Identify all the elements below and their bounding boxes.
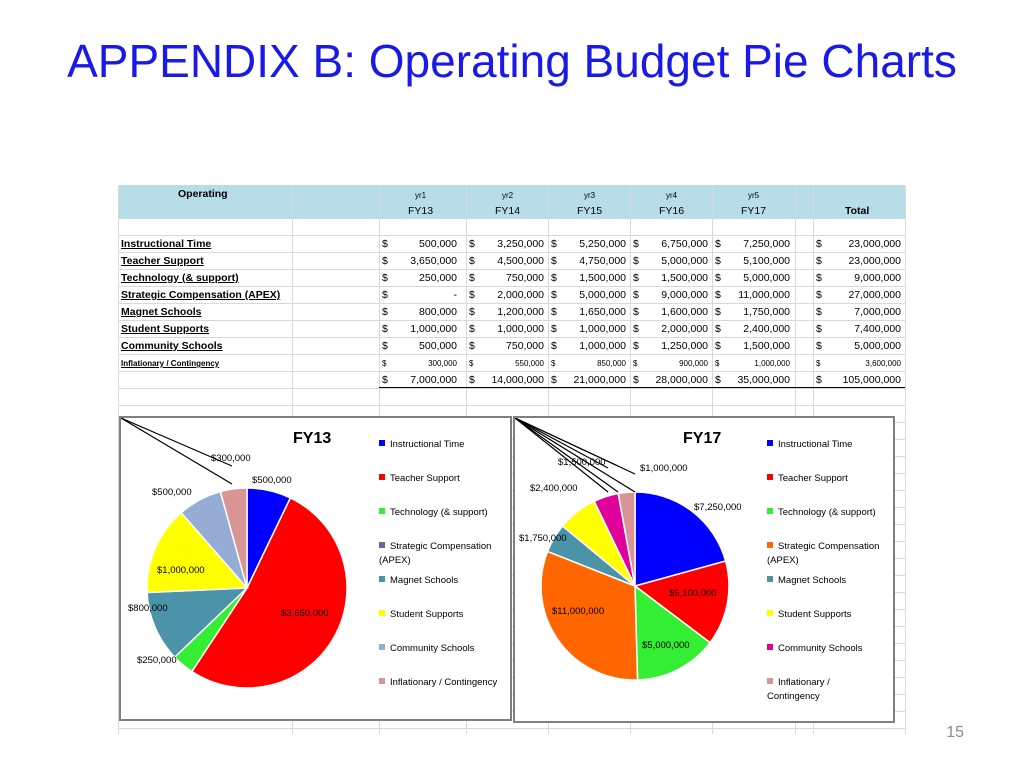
amount-cell: 1,000,000 (497, 323, 544, 335)
legend-label: Inflationary / Contingency (390, 677, 498, 688)
currency-symbol: $ (382, 306, 388, 318)
amount-cell: 4,750,000 (579, 255, 626, 267)
currency-symbol: $ (551, 359, 556, 368)
legend-label: Technology (& support) (778, 507, 876, 518)
year-label: yr1 (415, 191, 427, 200)
amount-cell: 6,750,000 (661, 238, 708, 250)
fiscal-year-header: FY15 (577, 205, 603, 217)
legend-item (379, 506, 499, 520)
row-label: Instructional Time (121, 238, 212, 250)
legend-swatch (379, 678, 385, 684)
slice-data-label: $5,000,000 (642, 640, 690, 651)
amount-cell: 7,250,000 (743, 238, 790, 250)
slice-data-label: $250,000 (137, 655, 177, 666)
currency-symbol: $ (551, 255, 557, 267)
amount-cell: 2,000,000 (661, 323, 708, 335)
currency-symbol: $ (382, 374, 388, 386)
legend-label: Student Supports (390, 609, 464, 620)
currency-symbol: $ (633, 306, 639, 318)
slice-data-label: $1,750,000 (519, 533, 567, 544)
amount-cell: 500,000 (419, 340, 457, 352)
amount-cell: 1,250,000 (661, 340, 708, 352)
currency-symbol: $ (633, 238, 639, 250)
amount-cell: 5,000,000 (579, 289, 626, 301)
currency-symbol: $ (382, 323, 388, 335)
amount-cell: 7,400,000 (854, 323, 901, 335)
legend-label: Instructional Time (778, 439, 853, 450)
amount-cell: 23,000,000 (848, 238, 901, 250)
slide-title: APPENDIX B: Operating Budget Pie Charts (67, 35, 957, 87)
legend-item (379, 642, 499, 656)
slice-data-label: $7,250,000 (694, 502, 742, 513)
amount-cell: 900,000 (679, 359, 708, 368)
row-label: Teacher Support (121, 255, 204, 267)
year-label: yr2 (502, 191, 514, 200)
currency-symbol: $ (633, 374, 639, 386)
fy17-chart-title: FY17 (683, 430, 722, 447)
amount-cell: 5,000,000 (661, 255, 708, 267)
amount-cell: 4,500,000 (497, 255, 544, 267)
currency-symbol: $ (551, 289, 557, 301)
currency-symbol: $ (633, 359, 638, 368)
currency-symbol: $ (382, 238, 388, 250)
legend-swatch (767, 610, 773, 616)
amount-cell: 105,000,000 (842, 374, 901, 386)
leader-line (515, 418, 618, 492)
legend-label: Inflationary / Contingency (767, 677, 830, 702)
legend-item (767, 608, 885, 622)
amount-cell: 9,000,000 (661, 289, 708, 301)
legend-swatch (379, 644, 385, 650)
row-label: Community Schools (121, 340, 223, 352)
legend-item (767, 472, 885, 486)
amount-cell: 28,000,000 (655, 374, 708, 386)
slice-data-label: $2,400,000 (530, 483, 578, 494)
amount-cell: 850,000 (597, 359, 626, 368)
amount-cell: 1,650,000 (579, 306, 626, 318)
currency-symbol: $ (469, 340, 475, 352)
year-label: yr4 (666, 191, 678, 200)
amount-cell: 9,000,000 (854, 272, 901, 284)
row-label: Strategic Compensation (APEX) (121, 289, 281, 301)
amount-cell: 5,000,000 (854, 340, 901, 352)
amount-cell: 27,000,000 (848, 289, 901, 301)
amount-cell: 1,750,000 (743, 306, 790, 318)
amount-cell: 2,000,000 (497, 289, 544, 301)
slice-data-label: $800,000 (128, 603, 168, 614)
currency-symbol: $ (715, 255, 721, 267)
legend-item (379, 676, 499, 690)
legend-swatch (379, 576, 385, 582)
legend-item (379, 574, 499, 588)
amount-cell: 500,000 (419, 238, 457, 250)
fiscal-year-header: FY13 (408, 205, 434, 217)
legend-item (379, 472, 499, 486)
currency-symbol: $ (715, 272, 721, 284)
row-label: Inflationary / Contingency (121, 359, 220, 368)
currency-symbol: $ (816, 374, 822, 386)
amount-cell: 1,000,000 (410, 323, 457, 335)
legend-item (379, 438, 499, 452)
legend-label: Student Supports (778, 609, 852, 620)
currency-symbol: $ (715, 374, 721, 386)
slice-data-label: $3,650,000 (281, 608, 329, 619)
currency-symbol: $ (551, 306, 557, 318)
legend-label: Magnet Schools (778, 575, 847, 586)
currency-symbol: $ (715, 359, 720, 368)
slice-data-label: $1,000,000 (157, 565, 205, 576)
amount-cell: 1,200,000 (497, 306, 544, 318)
legend-label: Community Schools (778, 643, 863, 654)
legend-item (767, 438, 885, 452)
currency-symbol: $ (382, 359, 387, 368)
year-label: yr3 (584, 191, 596, 200)
amount-cell: 1,000,000 (579, 323, 626, 335)
fy13-chart (119, 416, 512, 721)
row-label: Technology (& support) (121, 272, 239, 284)
legend-swatch (767, 576, 773, 582)
legend-item (767, 540, 885, 568)
amount-cell: 3,600,000 (865, 359, 901, 368)
amount-cell: 21,000,000 (573, 374, 626, 386)
amount-cell: 2,400,000 (743, 323, 790, 335)
corner-label: Operating (178, 188, 228, 200)
slide-number: 15 (946, 724, 964, 741)
amount-cell: 7,000,000 (410, 374, 457, 386)
legend-label: Technology (& support) (390, 507, 488, 518)
amount-cell: - (453, 289, 457, 301)
amount-cell: 1,500,000 (743, 340, 790, 352)
legend-label: Community Schools (390, 643, 475, 654)
currency-symbol: $ (816, 255, 822, 267)
slice-data-label: $1,500,000 (558, 457, 606, 468)
slice-data-label: $5,100,000 (669, 588, 717, 599)
legend-swatch (767, 508, 773, 514)
currency-symbol: $ (715, 306, 721, 318)
amount-cell: 11,000,000 (738, 289, 790, 301)
currency-symbol: $ (382, 289, 388, 301)
amount-cell: 750,000 (506, 340, 544, 352)
amount-cell: 1,600,000 (661, 306, 708, 318)
amount-cell: 250,000 (419, 272, 457, 284)
legend-label: Teacher Support (778, 473, 848, 484)
row-label: Student Supports (121, 323, 210, 335)
legend-swatch (379, 508, 385, 514)
amount-cell: 5,250,000 (579, 238, 626, 250)
fiscal-year-header: FY16 (659, 205, 685, 217)
legend-swatch (767, 474, 773, 480)
currency-symbol: $ (633, 323, 639, 335)
currency-symbol: $ (551, 272, 557, 284)
currency-symbol: $ (551, 340, 557, 352)
amount-cell: 800,000 (419, 306, 457, 318)
currency-symbol: $ (469, 359, 474, 368)
legend-swatch (379, 440, 385, 446)
currency-symbol: $ (469, 323, 475, 335)
amount-cell: 23,000,000 (848, 255, 901, 267)
legend-label: Strategic Compensation (APEX) (767, 541, 880, 566)
currency-symbol: $ (382, 340, 388, 352)
legend-swatch (767, 678, 773, 684)
amount-cell: 300,000 (428, 359, 457, 368)
currency-symbol: $ (715, 323, 721, 335)
row-label: Magnet Schools (121, 306, 202, 318)
amount-cell: 1,000,000 (579, 340, 626, 352)
currency-symbol: $ (469, 272, 475, 284)
slice-data-label: $11,000,000 (552, 606, 605, 617)
legend-swatch (379, 542, 385, 548)
amount-cell: 7,000,000 (854, 306, 901, 318)
fy13-chart-title: FY13 (293, 430, 332, 447)
currency-symbol: $ (816, 340, 822, 352)
currency-symbol: $ (469, 238, 475, 250)
amount-cell: 1,500,000 (661, 272, 708, 284)
currency-symbol: $ (551, 323, 557, 335)
legend-label: Strategic Compensation (APEX) (379, 541, 492, 566)
amount-cell: 5,000,000 (743, 272, 790, 284)
legend-swatch (767, 644, 773, 650)
legend-swatch (379, 610, 385, 616)
slice-data-label: $300,000 (211, 453, 251, 464)
slice-data-label: $500,000 (252, 475, 292, 486)
currency-symbol: $ (551, 374, 557, 386)
legend-swatch (767, 542, 773, 548)
amount-cell: 3,650,000 (410, 255, 457, 267)
amount-cell: 35,000,000 (737, 374, 790, 386)
currency-symbol: $ (715, 238, 721, 250)
legend-swatch (379, 474, 385, 480)
legend-item (379, 608, 499, 622)
fy17-chart (513, 416, 895, 723)
legend-swatch (767, 440, 773, 446)
currency-symbol: $ (469, 374, 475, 386)
slice-data-label: $500,000 (152, 487, 192, 498)
currency-symbol: $ (633, 289, 639, 301)
legend-label: Magnet Schools (390, 575, 459, 586)
currency-symbol: $ (382, 272, 388, 284)
currency-symbol: $ (469, 255, 475, 267)
legend-item (767, 676, 885, 704)
currency-symbol: $ (715, 289, 721, 301)
currency-symbol: $ (633, 272, 639, 284)
amount-cell: 1,500,000 (579, 272, 626, 284)
legend-label: Instructional Time (390, 439, 465, 450)
currency-symbol: $ (382, 255, 388, 267)
legend-item (767, 642, 885, 656)
currency-symbol: $ (816, 323, 822, 335)
currency-symbol: $ (633, 340, 639, 352)
legend-item (767, 574, 885, 588)
fiscal-year-header: FY14 (495, 205, 521, 217)
total-header: Total (845, 205, 870, 217)
amount-cell: 5,100,000 (743, 255, 790, 267)
currency-symbol: $ (715, 340, 721, 352)
currency-symbol: $ (469, 306, 475, 318)
currency-symbol: $ (816, 238, 822, 250)
currency-symbol: $ (469, 289, 475, 301)
amount-cell: 1,000,000 (754, 359, 790, 368)
currency-symbol: $ (816, 272, 822, 284)
currency-symbol: $ (816, 306, 822, 318)
currency-symbol: $ (633, 255, 639, 267)
fiscal-year-header: FY17 (741, 205, 767, 217)
legend-item (379, 540, 499, 568)
leader-line (515, 418, 635, 492)
amount-cell: 14,000,000 (491, 374, 544, 386)
legend-label: Teacher Support (390, 473, 460, 484)
currency-symbol: $ (816, 289, 822, 301)
leader-line (121, 418, 232, 484)
amount-cell: 550,000 (515, 359, 544, 368)
slice-data-label: $1,000,000 (640, 463, 688, 474)
amount-cell: 3,250,000 (497, 238, 544, 250)
legend-item (767, 506, 885, 520)
amount-cell: 750,000 (506, 272, 544, 284)
currency-symbol: $ (816, 359, 821, 368)
currency-symbol: $ (551, 238, 557, 250)
year-label: yr5 (748, 191, 760, 200)
